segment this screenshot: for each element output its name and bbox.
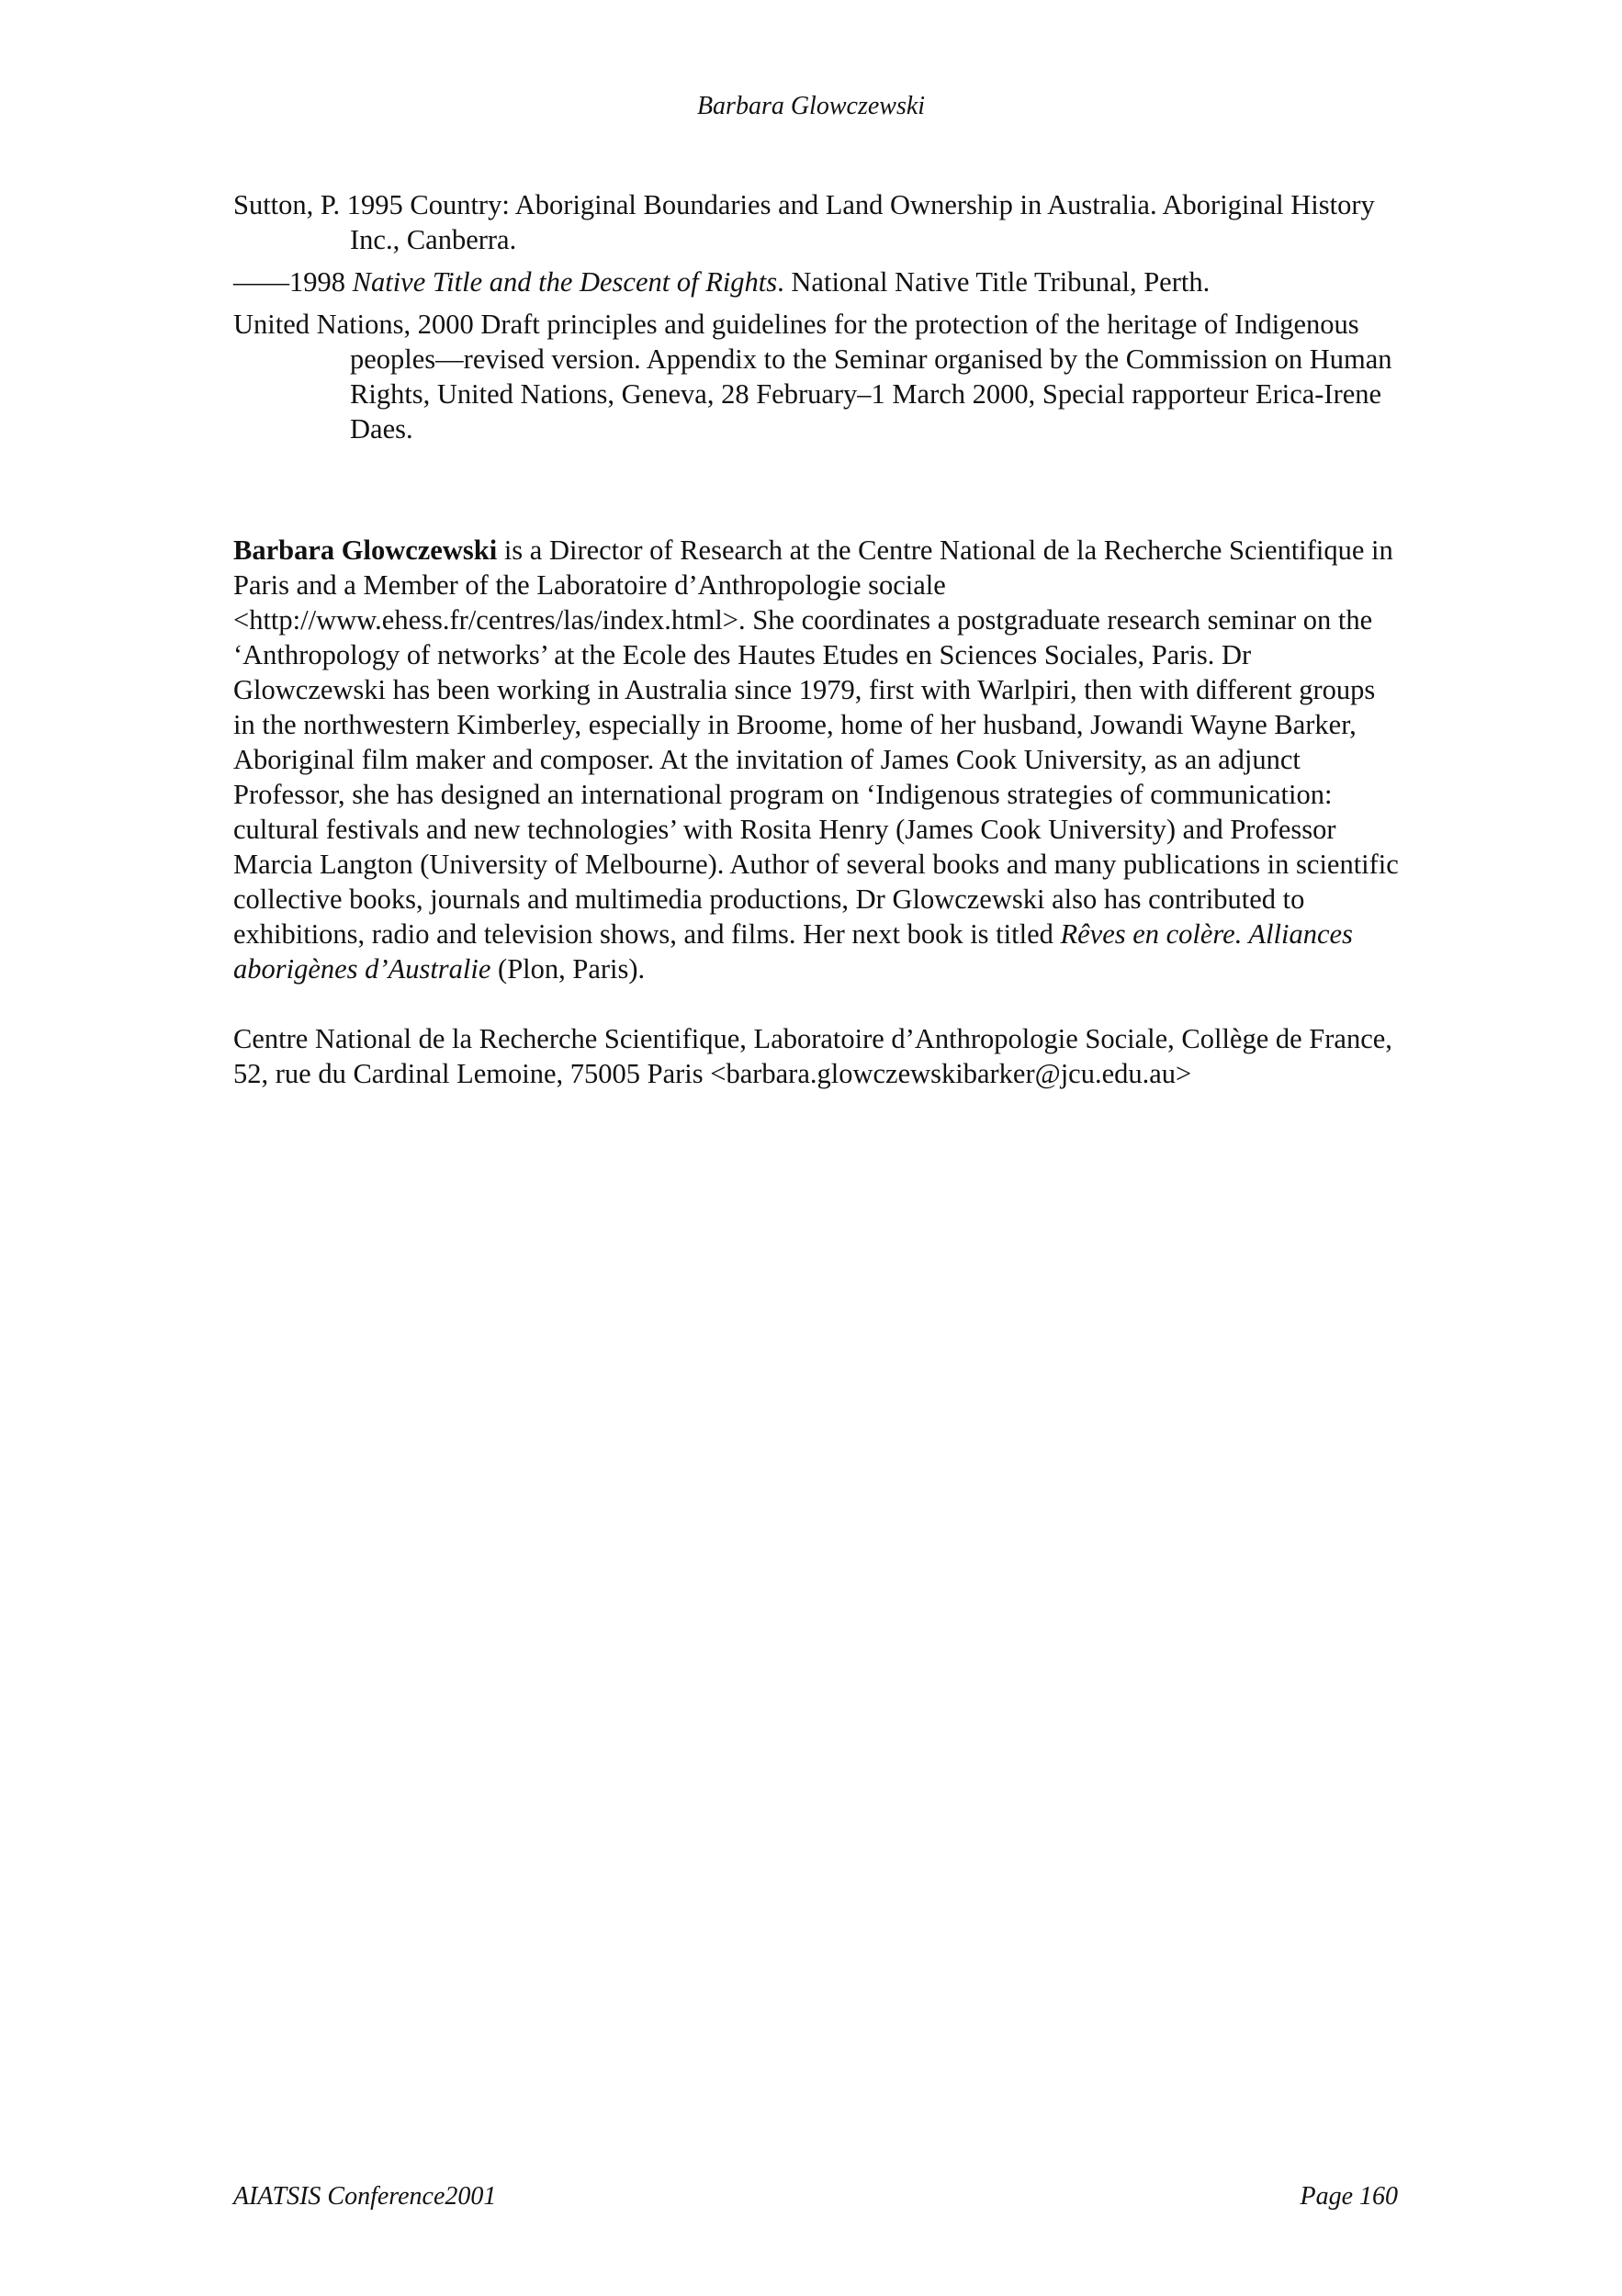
reference-entry: Sutton, P. 1995 Country: Aboriginal Boundaries and Land Ownership in Australia. Aboriginal History Inc., Canberra. <box>233 189 1375 255</box>
bio-text-end: (Plon, Paris). <box>490 953 646 985</box>
reference-entry <box>233 264 1400 299</box>
footer-page-number: Page 160 <box>1300 2182 1398 2211</box>
author-name: Barbara Glowczewski <box>233 535 498 566</box>
bio-text: is a Director of Research at the Centre National de la Recherche Scientifique in Paris and a Member of the Laboratoire d’Anthropologie sociale <http://www.ehess.fr/centres/las/index.html>. She coordinates a postgraduate research seminar on the ‘Anthropology of networks’ at the Ecole des Hautes Etudes en Sciences Sociales, Paris. Dr Glowczewski has been working in Australia since 1979, first with Warlpiri, then with different groups in the northwestern Kimberley, especially in Broome, home of her husband, Jowandi Wayne Barker, Aboriginal film maker and composer. At the invitation of James Cook University, as an adjunct Professor, she has designed an international program on ‘Indigenous strategies of communication: cultural festivals and new technologies’ with Rosita Henry (James Cook University) and Professor Marcia Langton (University of Melbourne). Author of several books and many publications in scientific collective books, journals and multimedia productions, Dr Glowczewski also has contributed to exhibitions, radio and television shows, and films. Her next book is titled <box>233 535 1399 950</box>
reference-prefix: ——1998 <box>233 266 353 298</box>
running-header: Barbara Glowczewski <box>696 92 926 120</box>
page-content <box>233 187 1400 1091</box>
book-title: Rêves en colère. Alliances aborigènes d’Australie <box>233 918 1353 985</box>
author-address: Centre National de la Recherche Scientifique, Laboratoire d’Anthropologie Sociale, Collège de France, 52, rue du Cardinal Lemoine, 75005 Paris <barbara.glowczewskibarker@jcu.edu.au> <box>233 1023 1392 1089</box>
author-bio <box>233 533 1400 986</box>
reference-entry: United Nations, 2000 Draft principles and guidelines for the protection of the heritage of Indigenous peoples—revised version. Appendix to the Seminar organised by the Commission on Human Rights, United Nations, Geneva, 28 February–1 March 2000, Special rapporteur Erica-Irene Daes. <box>233 309 1392 445</box>
reference-title: Native Title and the Descent of Rights <box>352 266 778 298</box>
reference-suffix: . National Native Title Tribunal, Perth. <box>777 266 1211 298</box>
footer-conference: AIATSIS Conference2001 <box>233 2182 497 2211</box>
